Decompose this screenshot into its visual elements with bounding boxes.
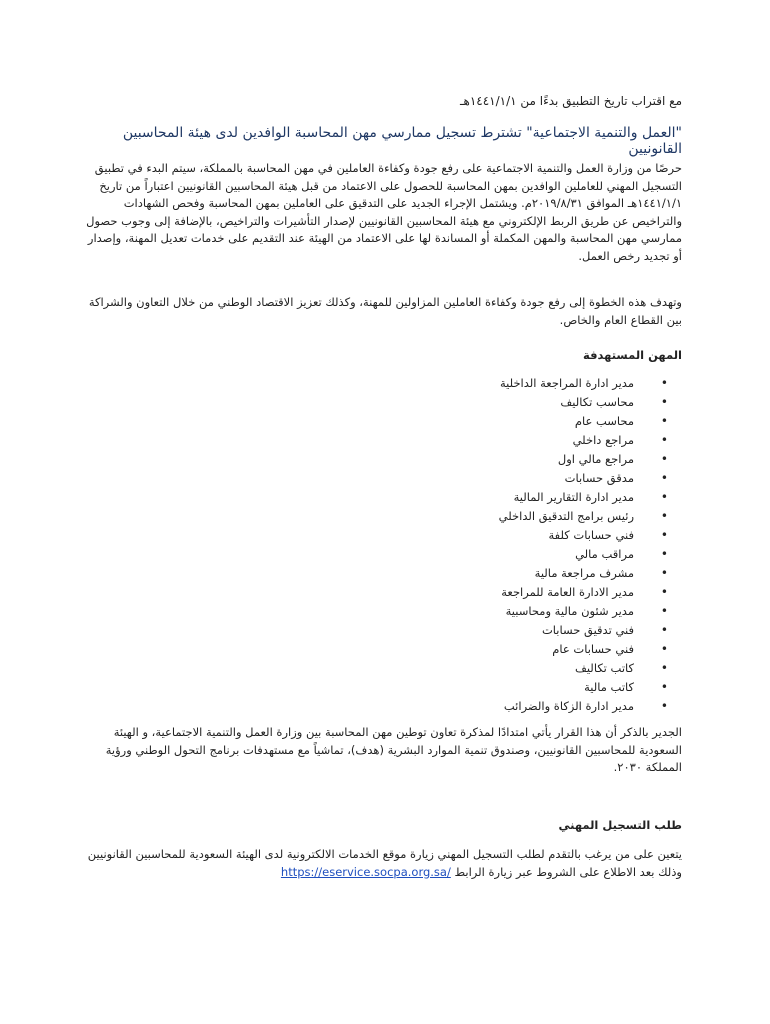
intro-line: مع اقتراب تاريخ التطبيق بدءًا من ١٤٤١/١/١هـ bbox=[459, 94, 682, 108]
headline: "العمل والتنمية الاجتماعية" تشترط تسجيل ممارسي مهن المحاسبة الوافدين لدى هيئة المحاسبين القانونيين bbox=[122, 125, 682, 157]
profession-item: • مراقب مالي bbox=[499, 545, 668, 564]
profession-item: • مراجع مالي اول bbox=[499, 450, 668, 469]
profession-item: • كاتب تكاليف bbox=[499, 659, 668, 678]
profession-item: • مدير ادارة الزكاة والضرائب bbox=[499, 697, 668, 716]
profession-item: • رئيس برامج التدقيق الداخلي bbox=[499, 507, 668, 526]
paragraph-2: وتهدف هذه الخطوة إلى رفع جودة وكفاءة العاملين المزاولين للمهنة، وكذلك تعزيز الاقتصاد الوطني من خلال التعاون والشراكة بين القطاع العام والخاص. bbox=[88, 295, 682, 327]
profession-item: • مراجع داخلي bbox=[499, 431, 668, 450]
registration-title: طلب التسجيل المهني bbox=[558, 818, 682, 832]
profession-item: • فني تدقيق حسابات bbox=[499, 621, 668, 640]
profession-item: • كاتب مالية bbox=[499, 678, 668, 697]
profession-item: • مدير ادارة التقارير المالية bbox=[499, 488, 668, 507]
profession-item: • مدير الادارة العامة للمراجعة bbox=[499, 583, 668, 602]
profession-item: • فني حسابات كلفة bbox=[499, 526, 668, 545]
eservice-link[interactable]: https://eservice.socpa.org.sa/ bbox=[280, 864, 451, 879]
target-professions-title: المهن المستهدفة bbox=[582, 348, 682, 362]
profession-item: • مدير ادارة المراجعة الداخلية bbox=[499, 374, 668, 393]
profession-item: • محاسب عام bbox=[499, 412, 668, 431]
registration-text: يتعين على من يرغب بالتقدم لطلب التسجيل المهني زيارة موقع الخدمات الالكترونية لدى الهيئة السعودية للمحاسبين القانونيين وذلك بعد الاطلاع على الشروط عبر زيارة الرابط bbox=[87, 847, 682, 879]
paragraph-3: الجدير بالذكر أن هذا القرار يأتي امتدادًا لمذكرة تعاون توطين مهن المحاسبة بين وزارة العمل والتنمية الاجتماعية، و الهيئة السعودية للمحاسبين القانونيين، وصندوق تنمية الموارد البشرية (هدف)، تماشياً مع مستهدفات برنامج التحول الوطني ورؤية المملكة ٢٠٣٠. bbox=[105, 725, 682, 774]
profession-item: • مدير شئون مالية ومحاسبية bbox=[499, 602, 668, 621]
paragraph-1: حرصًا من وزارة العمل والتنمية الاجتماعية على رفع جودة وكفاءة العاملين في مهن المحاسبة بالمملكة، سيتم البدء في تطبيق التسجيل المهني للعاملين الوافدين بمهن المحاسبة للحصول على الاعتماد من قبل هيئة المحاسبين القانونيين اعتباراً من تاريخ ١٤٤١/١/١هـ الموافق ٢٠١٩/٨/٣١م. ويشتمل الإجراء الجديد على التدقيق على العاملين بمهن المحاسبة وفحص الشهادات والتراخيص عن طريق الربط الإلكتروني مع هيئة المحاسبين القانونيين لإصدار التأشيرات والتراخيص، بالإضافة إلى وجوب حصول ممارسي مهن المحاسبة والمهن المكملة أو المساندة لها على الاعتماد من الهيئة عند التقديم على خدمات تعديل المهنة، وإصدار أو تجديد رخص العمل. bbox=[86, 161, 682, 263]
profession-item: • فني حسابات عام bbox=[499, 640, 668, 659]
professions-list bbox=[499, 374, 668, 716]
profession-item: • مشرف مراجعة مالية bbox=[499, 564, 668, 583]
paragraph-4 bbox=[86, 846, 682, 881]
profession-item: • محاسب تكاليف bbox=[499, 393, 668, 412]
profession-item: • مدقق حسابات bbox=[499, 469, 668, 488]
